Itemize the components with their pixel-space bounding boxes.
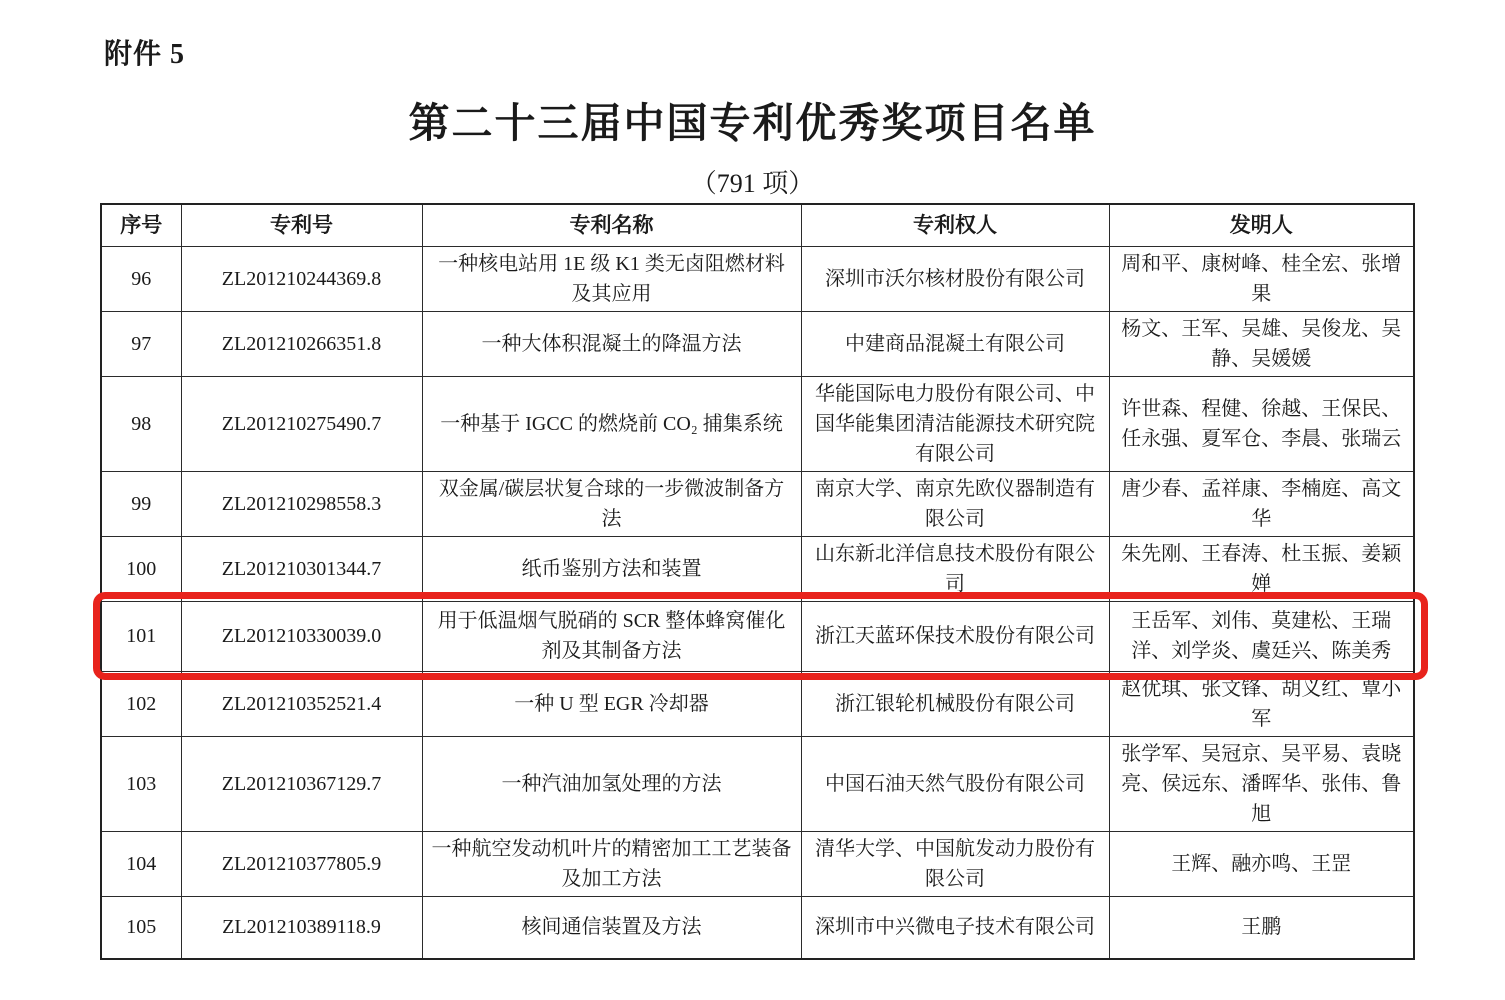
cell-patentee: 华能国际电力股份有限公司、中国华能集团清洁能源技术研究院有限公司 <box>801 376 1109 471</box>
cell-patent-name: 一种大体积混凝土的降温方法 <box>422 311 801 376</box>
table-row <box>101 831 1414 896</box>
cell-patent-name: 一种汽油加氢处理的方法 <box>422 736 801 831</box>
cell-no: 98 <box>101 376 181 471</box>
cell-patentee: 浙江天蓝环保技术股份有限公司 <box>801 601 1109 671</box>
cell-no: 96 <box>101 246 181 311</box>
items-count: （791 项） <box>690 169 815 198</box>
cell-patent-no: ZL201210266351.8 <box>181 311 422 376</box>
attachment-label: 附件 5 <box>104 39 186 70</box>
cell-patent-no: ZL201210330039.0 <box>181 601 422 671</box>
header-cell-patent-no: 专利号 <box>181 204 422 246</box>
cell-patentee: 中建商品混凝土有限公司 <box>801 311 1109 376</box>
cell-patent-no: ZL201210352521.4 <box>181 671 422 736</box>
header-cell-no: 序号 <box>101 204 181 246</box>
cell-patentee: 中国石油天然气股份有限公司 <box>801 736 1109 831</box>
cell-no: 102 <box>101 671 181 736</box>
cell-inventors: 许世森、程健、徐越、王保民、任永强、夏军仓、李晨、张瑞云 <box>1109 376 1414 471</box>
cell-patent-no: ZL201210301344.7 <box>181 536 422 601</box>
cell-patentee: 清华大学、中国航发动力股份有限公司 <box>801 831 1109 896</box>
cell-inventors: 唐少春、孟祥康、李楠庭、高文华 <box>1109 471 1414 536</box>
cell-patent-no: ZL201210367129.7 <box>181 736 422 831</box>
table-header <box>101 204 1414 246</box>
cell-patentee: 深圳市沃尔核材股份有限公司 <box>801 246 1109 311</box>
cell-no: 97 <box>101 311 181 376</box>
cell-patent-name: 一种基于 IGCC 的燃烧前 CO₂ 捕集系统 <box>422 376 801 471</box>
cell-inventors: 王辉、融亦鸣、王罡 <box>1109 831 1414 896</box>
table-row <box>101 536 1414 601</box>
header-cell-inventors: 发明人 <box>1109 204 1414 246</box>
cell-patentee: 山东新北洋信息技术股份有限公司 <box>801 536 1109 601</box>
cell-no: 100 <box>101 536 181 601</box>
cell-no: 105 <box>101 896 181 959</box>
table-body <box>101 246 1414 959</box>
cell-inventors: 王岳军、刘伟、莫建松、王瑞洋、刘学炎、虞廷兴、陈美秀 <box>1109 601 1414 671</box>
table-row <box>101 896 1414 959</box>
table-row <box>101 671 1414 736</box>
table-row <box>101 601 1414 671</box>
table-row <box>101 246 1414 311</box>
cell-no: 99 <box>101 471 181 536</box>
cell-inventors: 周和平、康树峰、桂全宏、张增果 <box>1109 246 1414 311</box>
table-row <box>101 311 1414 376</box>
header-cell-patentee: 专利权人 <box>801 204 1109 246</box>
cell-patent-name: 纸币鉴别方法和装置 <box>422 536 801 601</box>
patent-table <box>100 203 1415 960</box>
cell-patent-name: 双金属/碳层状复合球的一步微波制备方法 <box>422 471 801 536</box>
page-title: 第二十三届中国专利优秀奖项目名单 <box>408 100 1097 146</box>
cell-patent-name: 一种 U 型 EGR 冷却器 <box>422 671 801 736</box>
table-container <box>100 203 1413 960</box>
header-row <box>101 204 1414 246</box>
cell-patent-no: ZL201210244369.8 <box>181 246 422 311</box>
cell-patent-name: 核间通信装置及方法 <box>422 896 801 959</box>
cell-patent-no: ZL201210377805.9 <box>181 831 422 896</box>
cell-no: 101 <box>101 601 181 671</box>
cell-no: 104 <box>101 831 181 896</box>
cell-patentee: 深圳市中兴微电子技术有限公司 <box>801 896 1109 959</box>
table-row <box>101 736 1414 831</box>
cell-patent-no: ZL201210275490.7 <box>181 376 422 471</box>
cell-inventors: 朱先刚、王春涛、杜玉振、姜颖婵 <box>1109 536 1414 601</box>
cell-patent-no: ZL201210389118.9 <box>181 896 422 959</box>
cell-inventors: 张学军、吴冠京、吴平易、袁晓亮、侯远东、潘晖华、张伟、鲁旭 <box>1109 736 1414 831</box>
cell-inventors: 王鹏 <box>1109 896 1414 959</box>
cell-patent-name: 用于低温烟气脱硝的 SCR 整体蜂窝催化剂及其制备方法 <box>422 601 801 671</box>
table-row <box>101 376 1414 471</box>
cell-patent-no: ZL201210298558.3 <box>181 471 422 536</box>
table-row <box>101 471 1414 536</box>
cell-patent-name: 一种航空发动机叶片的精密加工工艺装备及加工方法 <box>422 831 801 896</box>
cell-patent-name: 一种核电站用 1E 级 K1 类无卤阻燃材料及其应用 <box>422 246 801 311</box>
header-cell-patent-name: 专利名称 <box>422 204 801 246</box>
cell-inventors: 杨文、王军、吴雄、吴俊龙、吴静、吴媛媛 <box>1109 311 1414 376</box>
cell-patentee: 南京大学、南京先欧仪器制造有限公司 <box>801 471 1109 536</box>
cell-patentee: 浙江银轮机械股份有限公司 <box>801 671 1109 736</box>
cell-inventors: 赵优琪、张文锋、胡义红、覃小军 <box>1109 671 1414 736</box>
cell-no: 103 <box>101 736 181 831</box>
